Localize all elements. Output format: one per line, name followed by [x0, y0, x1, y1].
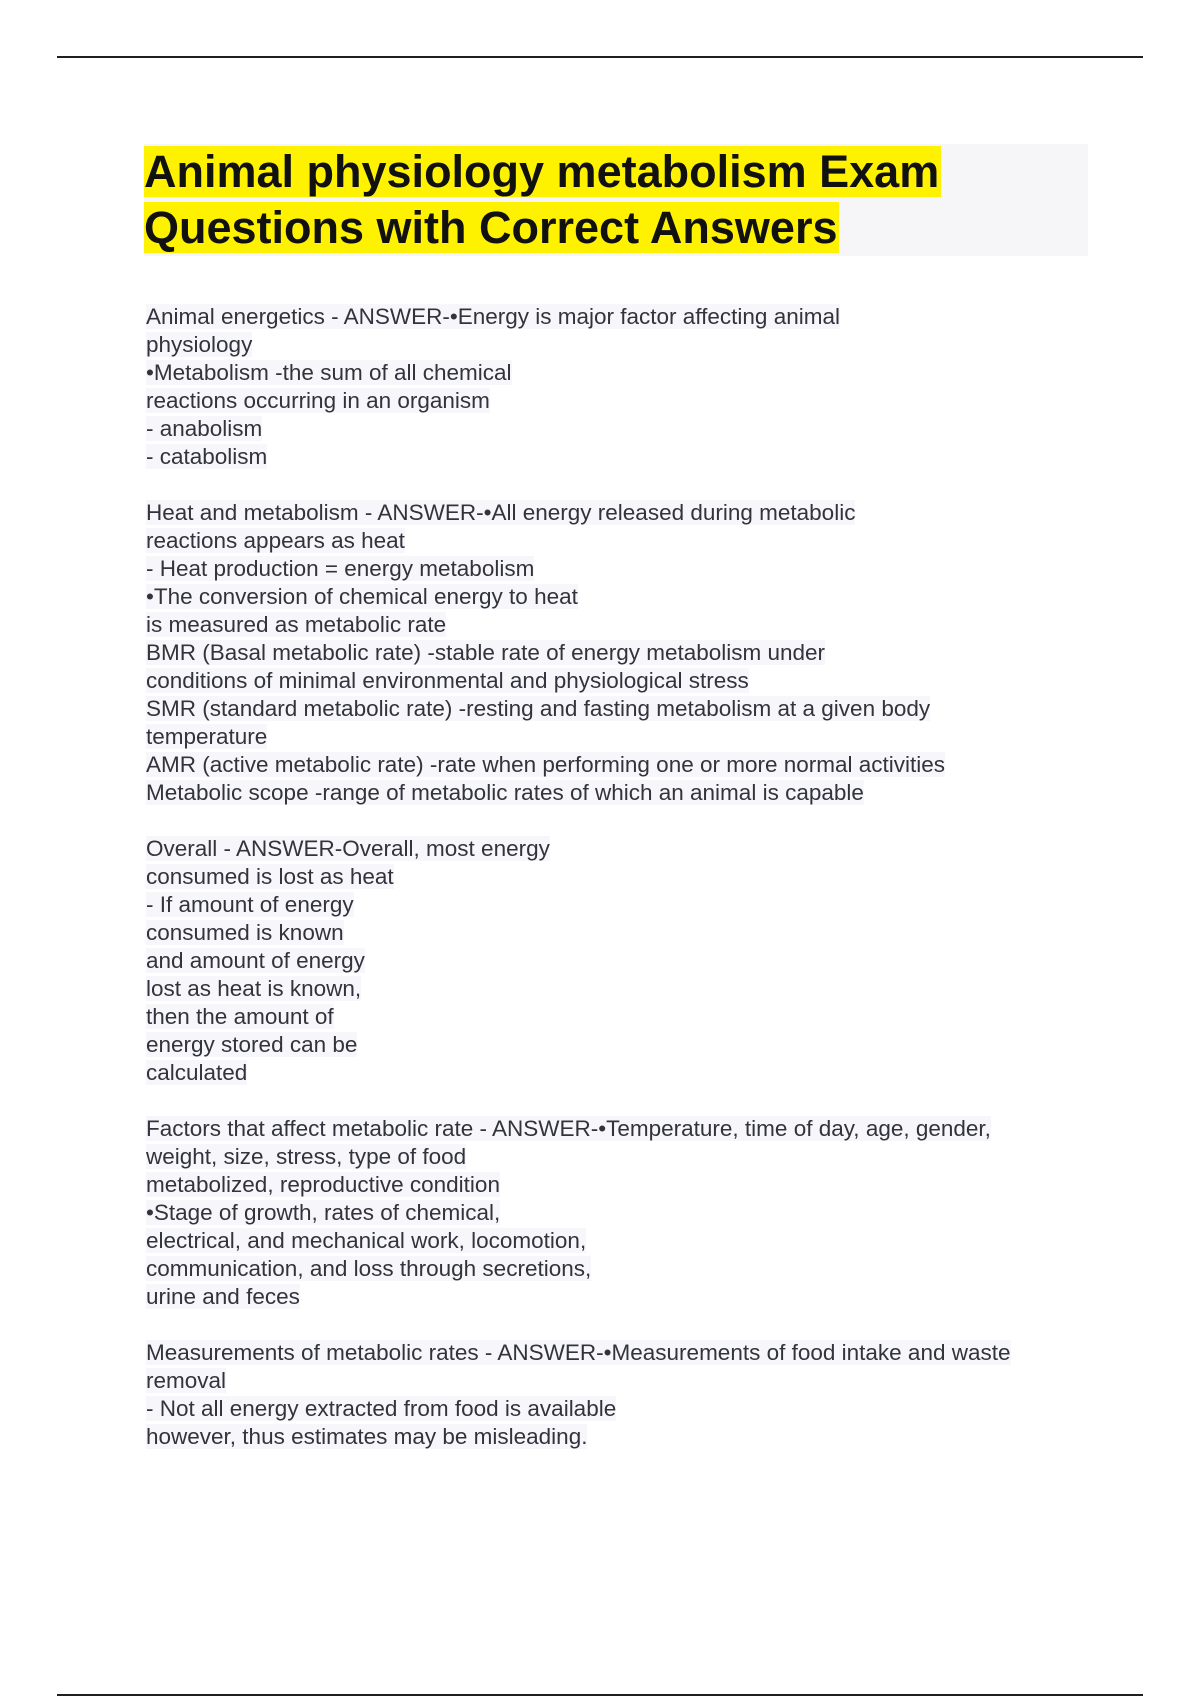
qa-line-text: Heat and metabolism - ANSWER-•All energy released during metabolic	[146, 500, 856, 525]
qa-line	[146, 611, 1106, 639]
qa-line	[146, 863, 1106, 891]
qa-line-text: then the amount of	[146, 1004, 334, 1029]
qa-line	[146, 779, 1106, 807]
qa-line	[146, 723, 1106, 751]
bottom-rule	[57, 1694, 1143, 1696]
qa-line-text: energy stored can be	[146, 1032, 358, 1057]
qa-line	[146, 331, 1106, 359]
qa-line	[146, 303, 1106, 331]
title-block	[144, 144, 1088, 256]
qa-line	[146, 1367, 1106, 1395]
qa-line	[146, 415, 1106, 443]
qa-line	[146, 639, 1106, 667]
qa-line	[146, 1115, 1106, 1143]
qa-line	[146, 975, 1106, 1003]
qa-line-text: SMR (standard metabolic rate) -resting and fasting metabolism at a given body	[146, 696, 931, 721]
qa-line	[146, 1255, 1106, 1283]
qa-line-text: - catabolism	[146, 444, 268, 469]
qa-line-text: lost as heat is known,	[146, 976, 362, 1001]
title-line-2: Questions with Correct Answers	[144, 202, 838, 253]
qa-line-text: - anabolism	[146, 416, 263, 441]
qa-line	[146, 919, 1106, 947]
qa-line	[146, 1283, 1106, 1311]
qa-line-text: urine and feces	[146, 1284, 300, 1309]
qa-line-text: reactions appears as heat	[146, 528, 405, 553]
qa-entry	[146, 1115, 1106, 1311]
qa-line	[146, 891, 1106, 919]
qa-line	[146, 947, 1106, 975]
qa-line	[146, 359, 1106, 387]
qa-line-text: •Metabolism -the sum of all chemical	[146, 360, 512, 385]
qa-line-text: Animal energetics - ANSWER-•Energy is major factor affecting animal	[146, 304, 840, 329]
qa-line-text: •The conversion of chemical energy to heat	[146, 584, 578, 609]
qa-content	[146, 303, 1106, 1479]
qa-line-text: weight, size, stress, type of food	[146, 1144, 467, 1169]
qa-line	[146, 1339, 1106, 1367]
qa-line	[146, 667, 1106, 695]
qa-line-text: Measurements of metabolic rates - ANSWER-•Measurements of food intake and waste	[146, 1340, 1011, 1365]
qa-line-text: metabolized, reproductive condition	[146, 1172, 500, 1197]
qa-entry	[146, 835, 1106, 1087]
qa-line-text: BMR (Basal metabolic rate) -stable rate of energy metabolism under	[146, 640, 826, 665]
qa-line-text: - Not all energy extracted from food is available	[146, 1396, 617, 1421]
qa-line-text: AMR (active metabolic rate) -rate when performing one or more normal activities	[146, 752, 946, 777]
qa-line	[146, 555, 1106, 583]
qa-line-text: reactions occurring in an organism	[146, 388, 490, 413]
qa-line-text: electrical, and mechanical work, locomotion,	[146, 1228, 587, 1253]
qa-line-text: calculated	[146, 1060, 248, 1085]
qa-line-text: Factors that affect metabolic rate - ANSWER-•Temperature, time of day, age, gender,	[146, 1116, 991, 1141]
qa-line	[146, 1059, 1106, 1087]
qa-line-text: Metabolic scope -range of metabolic rates of which an animal is capable	[146, 780, 864, 805]
qa-line-text: is measured as metabolic rate	[146, 612, 447, 637]
title-line-1: Animal physiology metabolism Exam	[144, 146, 940, 197]
qa-line	[146, 751, 1106, 779]
qa-line-text: consumed is known	[146, 920, 344, 945]
qa-line-text: •Stage of growth, rates of chemical,	[146, 1200, 501, 1225]
qa-line	[146, 1395, 1106, 1423]
qa-line-text: physiology	[146, 332, 253, 357]
qa-entry	[146, 1339, 1106, 1451]
qa-line	[146, 1143, 1106, 1171]
qa-line-text: and amount of energy	[146, 948, 365, 973]
qa-line	[146, 583, 1106, 611]
qa-line	[146, 1003, 1106, 1031]
qa-line-text: removal	[146, 1368, 227, 1393]
qa-line	[146, 1171, 1106, 1199]
qa-line	[146, 1227, 1106, 1255]
qa-line	[146, 443, 1106, 471]
qa-line	[146, 695, 1106, 723]
qa-line-text: communication, and loss through secretions,	[146, 1256, 592, 1281]
page-title	[144, 144, 1088, 256]
qa-line-text: conditions of minimal environmental and physiological stress	[146, 668, 749, 693]
qa-line	[146, 1423, 1106, 1451]
qa-line-text: consumed is lost as heat	[146, 864, 394, 889]
qa-line	[146, 499, 1106, 527]
qa-line	[146, 835, 1106, 863]
qa-line	[146, 387, 1106, 415]
qa-line-text: - Heat production = energy metabolism	[146, 556, 535, 581]
top-rule	[57, 56, 1143, 58]
qa-line-text: temperature	[146, 724, 268, 749]
qa-entry	[146, 303, 1106, 471]
qa-line-text: however, thus estimates may be misleading.	[146, 1424, 588, 1449]
qa-line-text: Overall - ANSWER-Overall, most energy	[146, 836, 550, 861]
qa-line	[146, 1199, 1106, 1227]
qa-line-text: - If amount of energy	[146, 892, 354, 917]
qa-line	[146, 527, 1106, 555]
qa-line	[146, 1031, 1106, 1059]
qa-entry	[146, 499, 1106, 807]
